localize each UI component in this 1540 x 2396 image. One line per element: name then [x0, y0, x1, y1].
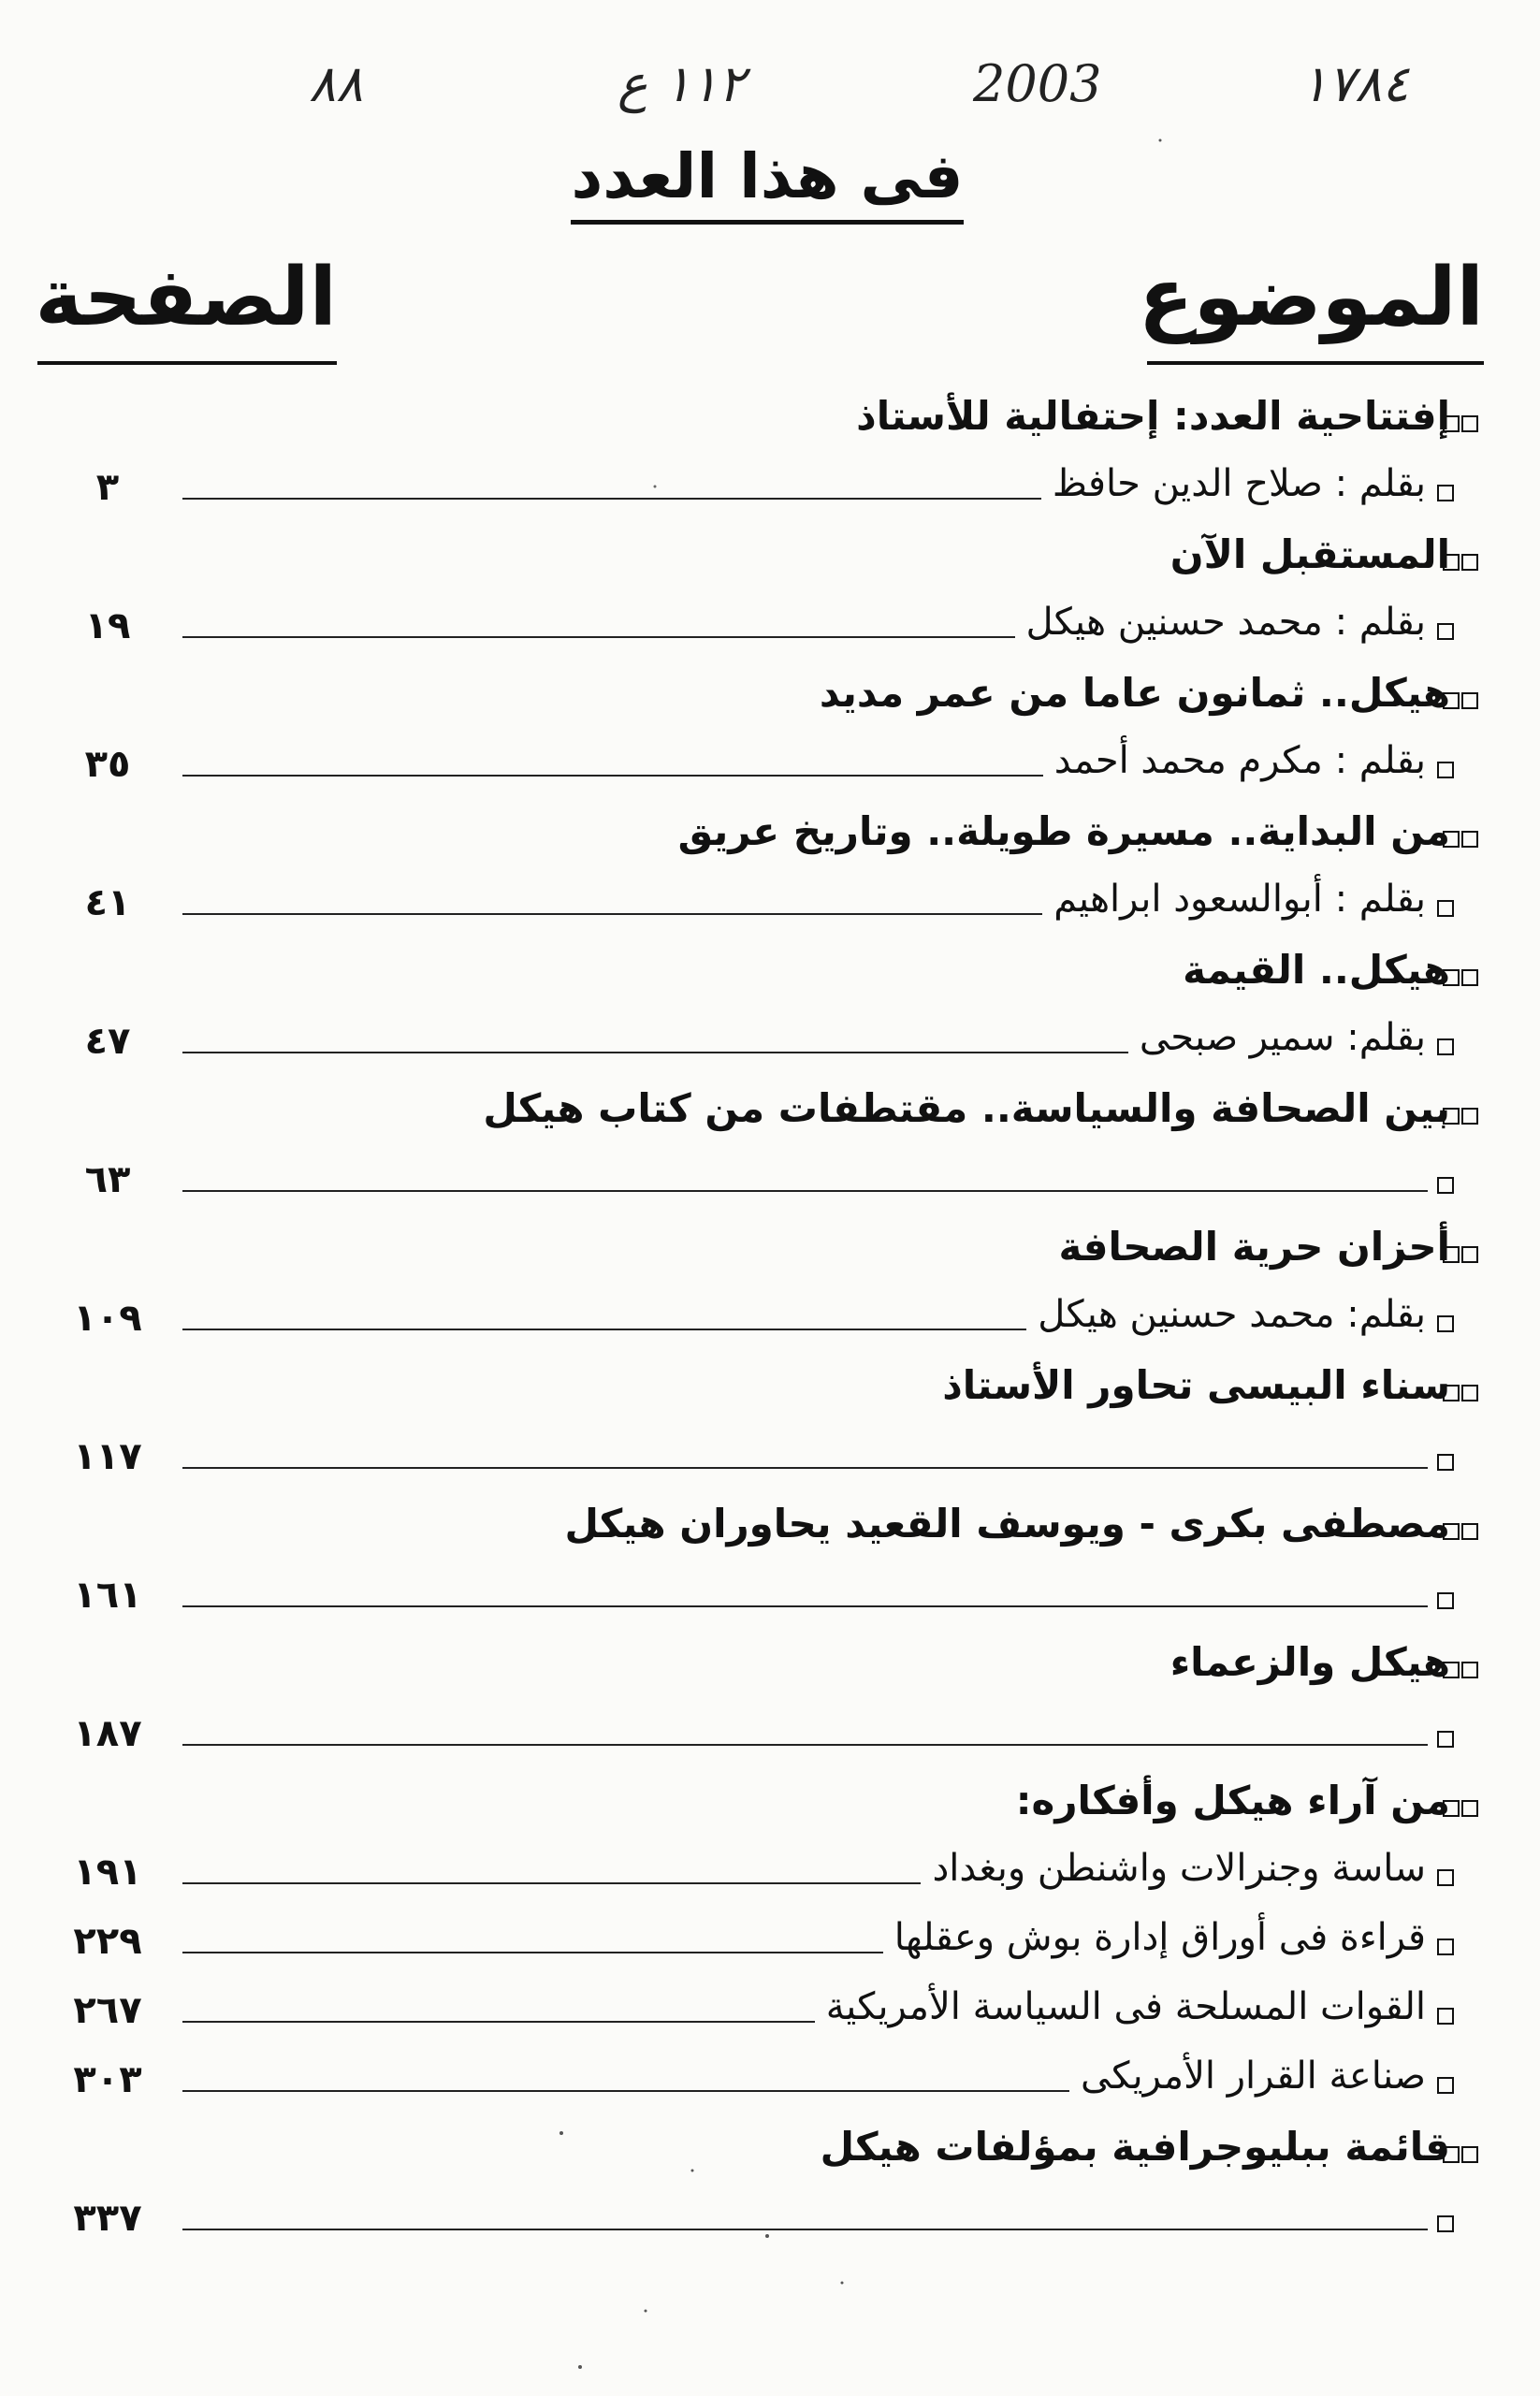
- leader-line: [182, 1744, 1428, 1746]
- leader-line: [182, 2229, 1428, 2230]
- bullet-box-icon: [1461, 692, 1478, 709]
- bullet-box-icon: [1461, 831, 1478, 848]
- toc-author-text: صناعة القرار الأمريكى: [1081, 2055, 1426, 2098]
- toc-heading-text: قائمة ببليوجرافية بمؤلفات هيكل: [820, 2124, 1450, 2170]
- page-number: ١١٧: [73, 1435, 142, 1478]
- bullet-box-icon: [1461, 1662, 1478, 1678]
- leader-line: [182, 1052, 1128, 1053]
- handwritten-notes: [0, 54, 1540, 138]
- handwritten-note: ٨٨: [309, 54, 364, 113]
- toc-entry-row: [0, 730, 1540, 799]
- toc-entry-row: [0, 591, 1540, 661]
- toc-entry-row: [0, 1007, 1540, 1076]
- toc-heading-row: [0, 2114, 1540, 2184]
- toc-entry-row: [0, 453, 1540, 522]
- leader-line: [182, 1329, 1026, 1330]
- toc-heading-text: أحزان حرية الصحافة: [1058, 1224, 1450, 1270]
- bullet-box-icon: [1461, 1385, 1478, 1401]
- bullet-box-icon: [1461, 415, 1478, 432]
- toc-author-text: ساسة وجنرالات واشنطن وبغداد: [932, 1847, 1426, 1890]
- page-number: ١٠٩: [73, 1297, 142, 1340]
- bullet-box-icon: [1437, 1454, 1454, 1471]
- page-number: ٣٠٣: [73, 2058, 142, 2101]
- leader-line: [182, 913, 1042, 915]
- bullet-box-icon: [1437, 1592, 1454, 1609]
- toc-author-text: القوات المسلحة فى السياسة الأمريكية: [825, 1985, 1426, 2028]
- bullet-box-icon: [1437, 2008, 1454, 2025]
- toc-entry-row: [0, 1284, 1540, 1353]
- toc-heading-row: [0, 1768, 1540, 1837]
- toc-author-text: بقلم : محمد حسنين هيكل: [1025, 601, 1426, 644]
- bullet-box-icon: [1461, 1108, 1478, 1125]
- bullet-box-icon: [1461, 1523, 1478, 1540]
- toc-heading-text: بين الصحافة والسياسة.. مقتطفات من كتاب هيكل: [483, 1085, 1450, 1131]
- handwritten-note: ١١٢ ع: [617, 54, 746, 113]
- bullet-box-icon: [1437, 623, 1454, 640]
- bullet-box-icon: [1437, 1731, 1454, 1748]
- toc-entry-row: [0, 2045, 1540, 2114]
- toc-entry-row: [0, 1837, 1540, 1907]
- page-number: ٣: [95, 466, 120, 509]
- leader-line: [182, 1467, 1428, 1469]
- leader-line: [182, 775, 1043, 777]
- toc-heading-row: [0, 1214, 1540, 1284]
- page-number: ١٨٧: [73, 1712, 142, 1755]
- leader-line: [182, 2021, 815, 2023]
- toc-entry-row: [0, 1907, 1540, 1976]
- bullet-box-icon: [1461, 554, 1478, 571]
- bullet-box-icon: [1461, 1246, 1478, 1263]
- toc-entry-row: [0, 1145, 1540, 1214]
- toc-heading-row: [0, 799, 1540, 868]
- bullet-box-icon: [1437, 1038, 1454, 1055]
- toc-heading-text: من آراء هيكل وأفكاره:: [1015, 1778, 1450, 1823]
- toc-entry-row: [0, 1976, 1540, 2045]
- toc-author-text: بقلم : مكرم محمد أحمد: [1053, 739, 1426, 782]
- toc-heading-text: هيكل.. ثمانون عاما من عمر مديد: [819, 670, 1450, 716]
- toc-entry-row: [0, 868, 1540, 937]
- toc-heading-row: [0, 384, 1540, 453]
- page-number: ٢٢٩: [73, 1920, 142, 1963]
- toc-author-text: بقلم : صلاح الدين حافظ: [1052, 462, 1426, 505]
- toc-entry-row: [0, 2184, 1540, 2253]
- toc-entry-row: [0, 1699, 1540, 1768]
- leader-line: [182, 1882, 921, 1884]
- bullet-box-icon: [1437, 1869, 1454, 1886]
- toc-heading-row: [0, 522, 1540, 591]
- toc-author-text: بقلم: محمد حسنين هيكل: [1038, 1293, 1426, 1336]
- toc-heading-text: إفتتاحية العدد: إحتفالية للأستاذ: [856, 393, 1450, 439]
- bullet-box-icon: [1461, 969, 1478, 986]
- toc-heading-row: [0, 937, 1540, 1007]
- toc-heading-row: [0, 1076, 1540, 1145]
- leader-line: [182, 1952, 883, 1953]
- toc-entry-row: [0, 1422, 1540, 1491]
- toc-heading-text: مصطفى بكرى - ويوسف القعيد يحاوران هيكل: [564, 1501, 1450, 1547]
- page-number: ١٦١: [73, 1574, 142, 1617]
- bullet-box-icon: [1437, 485, 1454, 501]
- bullet-box-icon: [1437, 900, 1454, 917]
- toc-heading-text: سناء البيسى تحاور الأستاذ: [942, 1362, 1450, 1408]
- page-number: ١٩: [84, 604, 131, 647]
- toc-heading-row: [0, 661, 1540, 730]
- leader-line: [182, 1605, 1428, 1607]
- column-header-page: الصفحة: [37, 251, 337, 365]
- toc-author-text: بقلم : أبوالسعود ابراهيم: [1053, 878, 1426, 921]
- toc-author-text: قراءة فى أوراق إدارة بوش وعقلها: [893, 1916, 1426, 1959]
- page-number: ٤١: [84, 881, 131, 924]
- bullet-box-icon: [1461, 2146, 1478, 2163]
- toc-heading-text: هيكل والزعماء: [1170, 1639, 1450, 1685]
- bullet-box-icon: [1461, 1800, 1478, 1817]
- leader-line: [182, 2090, 1069, 2092]
- bullet-box-icon: [1437, 2077, 1454, 2094]
- page-number: ٣٣٧: [73, 2197, 142, 2240]
- toc-entry-row: [0, 1561, 1540, 1630]
- page-number: ٤٧: [84, 1020, 131, 1063]
- page-number: ١٩١: [73, 1851, 142, 1894]
- handwritten-note: ١٧٨٤: [1300, 54, 1410, 113]
- toc-heading-text: المستقبل الآن: [1170, 531, 1450, 577]
- leader-line: [182, 498, 1041, 500]
- toc-heading-text: هيكل.. القيمة: [1183, 947, 1450, 993]
- page-number: ٢٦٧: [73, 1989, 142, 2032]
- leader-line: [182, 1190, 1428, 1192]
- handwritten-note: 2003: [973, 54, 1102, 113]
- page-number: ٣٥: [84, 743, 131, 786]
- bullet-box-icon: [1437, 1315, 1454, 1332]
- leader-line: [182, 636, 1015, 638]
- toc-heading-row: [0, 1353, 1540, 1422]
- page-title: فى هذا العدد: [571, 140, 964, 225]
- bullet-box-icon: [1437, 762, 1454, 778]
- toc-heading-row: [0, 1491, 1540, 1561]
- toc-heading-text: من البداية.. مسيرة طويلة.. وتاريخ عريق: [677, 808, 1450, 854]
- bullet-box-icon: [1437, 2215, 1454, 2232]
- page-number: ٦٣: [84, 1158, 131, 1201]
- bullet-box-icon: [1437, 1177, 1454, 1194]
- toc-heading-row: [0, 1630, 1540, 1699]
- toc-author-text: بقلم: سمير صبحى: [1139, 1016, 1426, 1059]
- column-header-topic: الموضوع: [1147, 251, 1484, 365]
- bullet-box-icon: [1437, 1939, 1454, 1955]
